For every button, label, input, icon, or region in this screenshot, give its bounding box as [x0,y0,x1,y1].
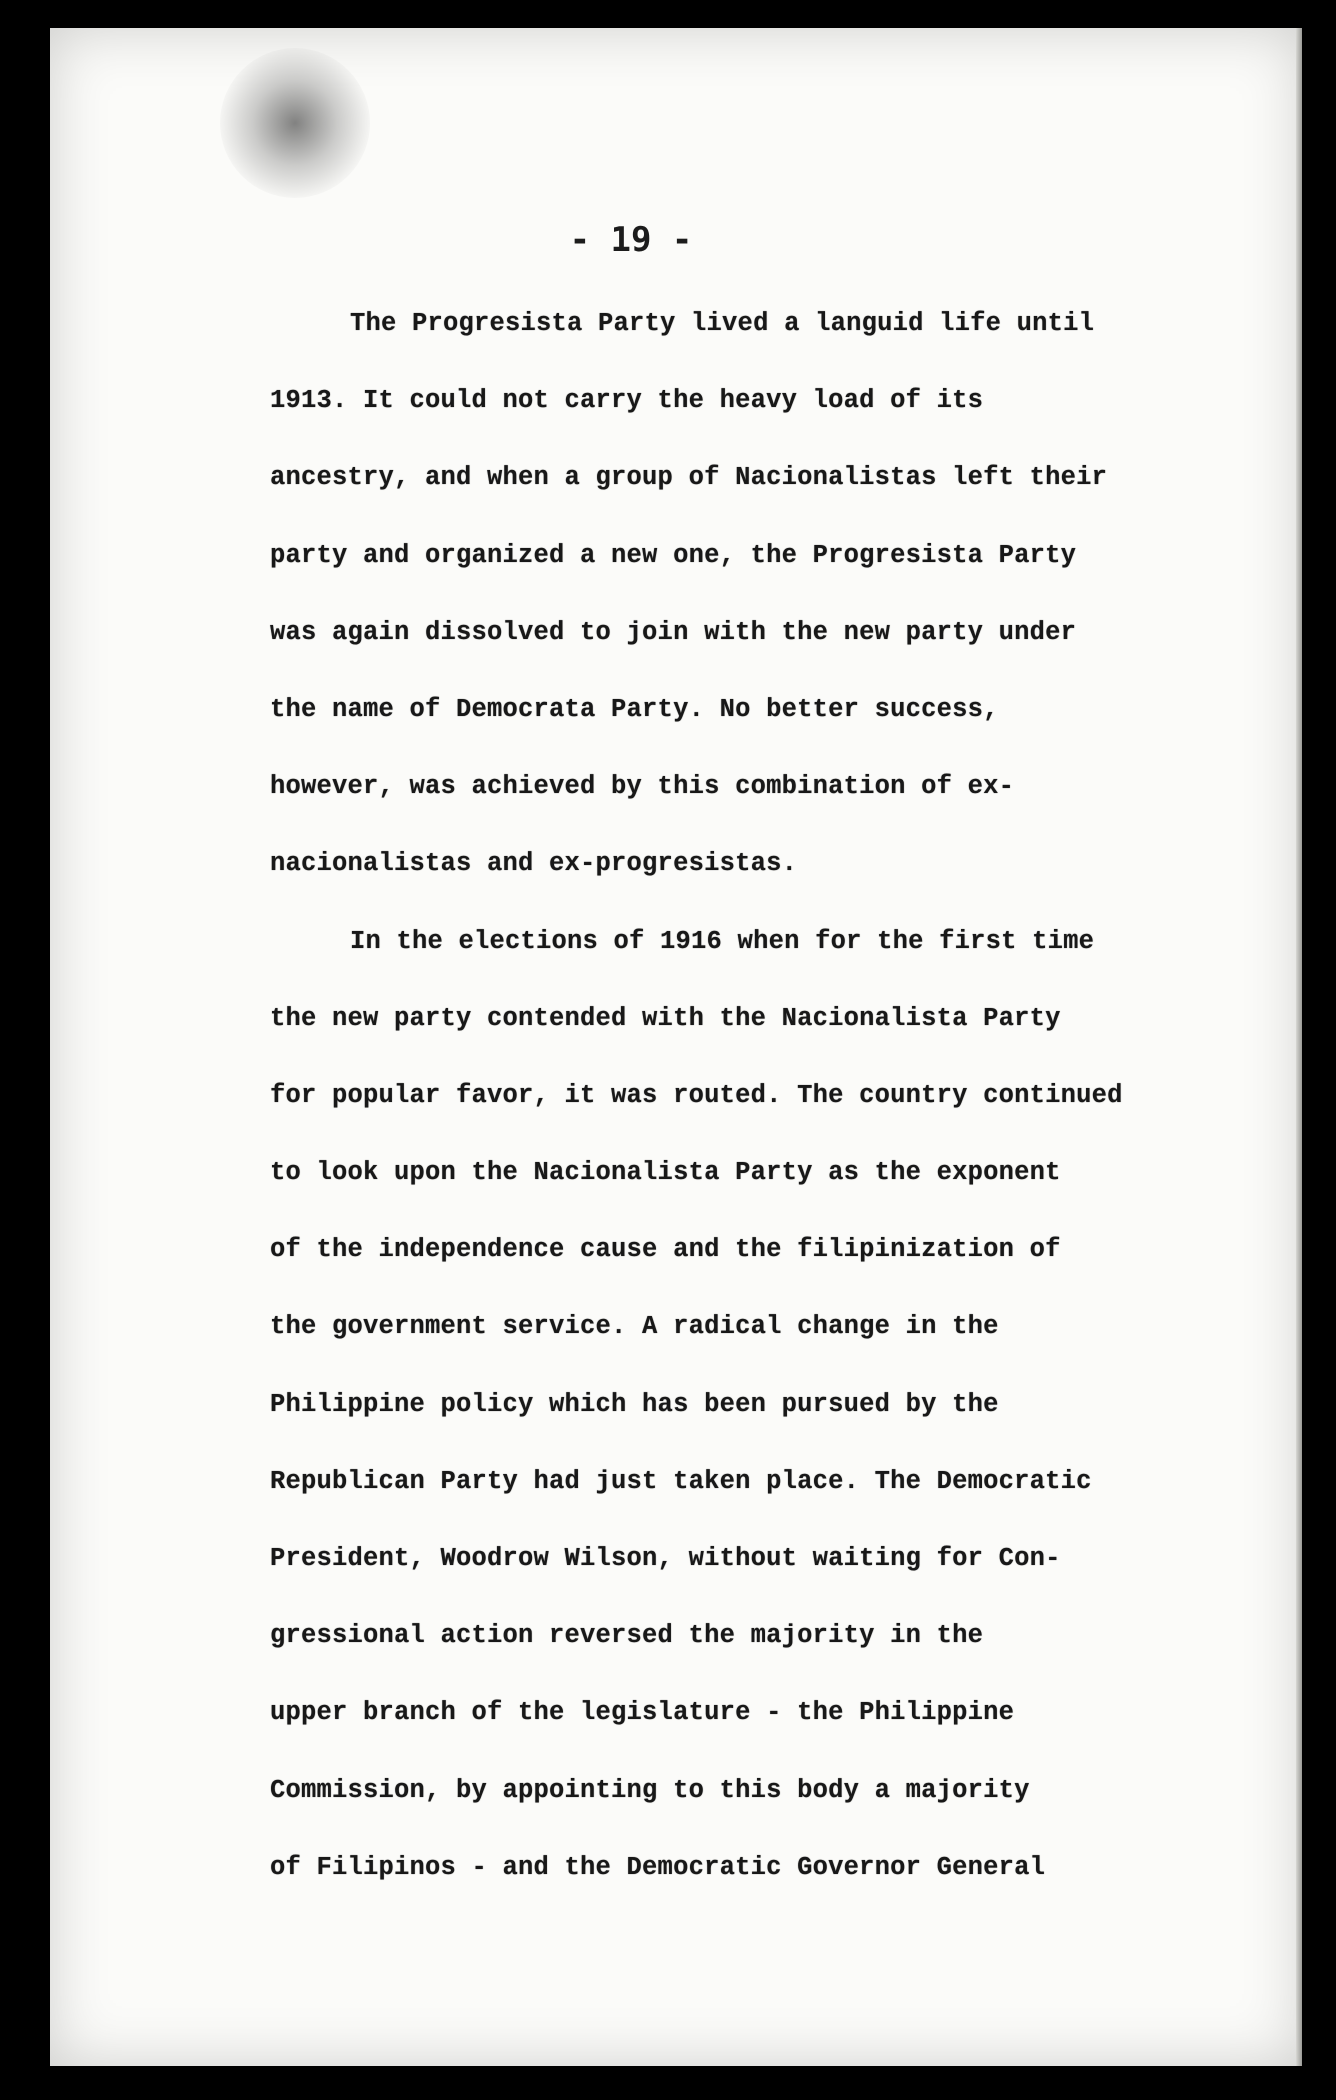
paragraph-1-line-8: nacionalistas and ex-progresistas. [270,849,798,879]
paragraph-2-line-9: President, Woodrow Wilson, without waiting for Con- [270,1544,1061,1573]
paragraph-1-line-1: The Progresista Party lived a languid life until [350,309,1095,338]
paragraph-1-line-7: however, was achieved by this combination of ex- [270,772,1015,802]
paragraph-2-line-5: of the independence cause and the filipinization of [270,1235,1061,1265]
page-number: - 19 - [569,220,693,260]
paragraph-1-line-5: was again dissolved to join with the new party under [270,617,1077,647]
paragraph-2-line-6: the government service. A radical change in the [270,1312,999,1342]
paragraph-2-line-13: of Filipinos - and the Democratic Governor General [270,1852,1046,1882]
ink-smudge [220,48,370,198]
paragraph-1-line-3: ancestry, and when a group of Nacionalistas left their [270,463,1108,493]
page-edge [1296,28,1302,2066]
paragraph-2-line-7: Philippine policy which has been pursued by the [270,1389,999,1419]
paragraph-1-line-2: 1913. It could not carry the heavy load of its [270,386,984,416]
paragraph-2-line-3: for popular favor, it was routed. The country continued [270,1080,1123,1110]
paragraph-2-line-11: upper branch of the legislature - the Philippine [270,1698,1015,1728]
paragraph-1-line-4: party and organized a new one, the Progresista Party [270,540,1077,570]
paragraph-2-line-2: the new party contended with the Nacionalista Party [270,1003,1061,1033]
body-text [270,296,1230,1917]
paragraph-1-line-6: the name of Democrata Party. No better success, [270,694,999,724]
paragraph-2-line-4: to look upon the Nacionalista Party as the exponent [270,1158,1061,1188]
paragraph-2-line-1: In the elections of 1916 when for the first time [350,926,1095,956]
paragraph-2-line-8: Republican Party had just taken place. The Democratic [270,1466,1092,1496]
paragraph-2-line-12: Commission, by appointing to this body a majority [270,1775,1030,1805]
document-page [50,28,1302,2066]
paragraph-2-line-10: gressional action reversed the majority in the [270,1621,984,1651]
